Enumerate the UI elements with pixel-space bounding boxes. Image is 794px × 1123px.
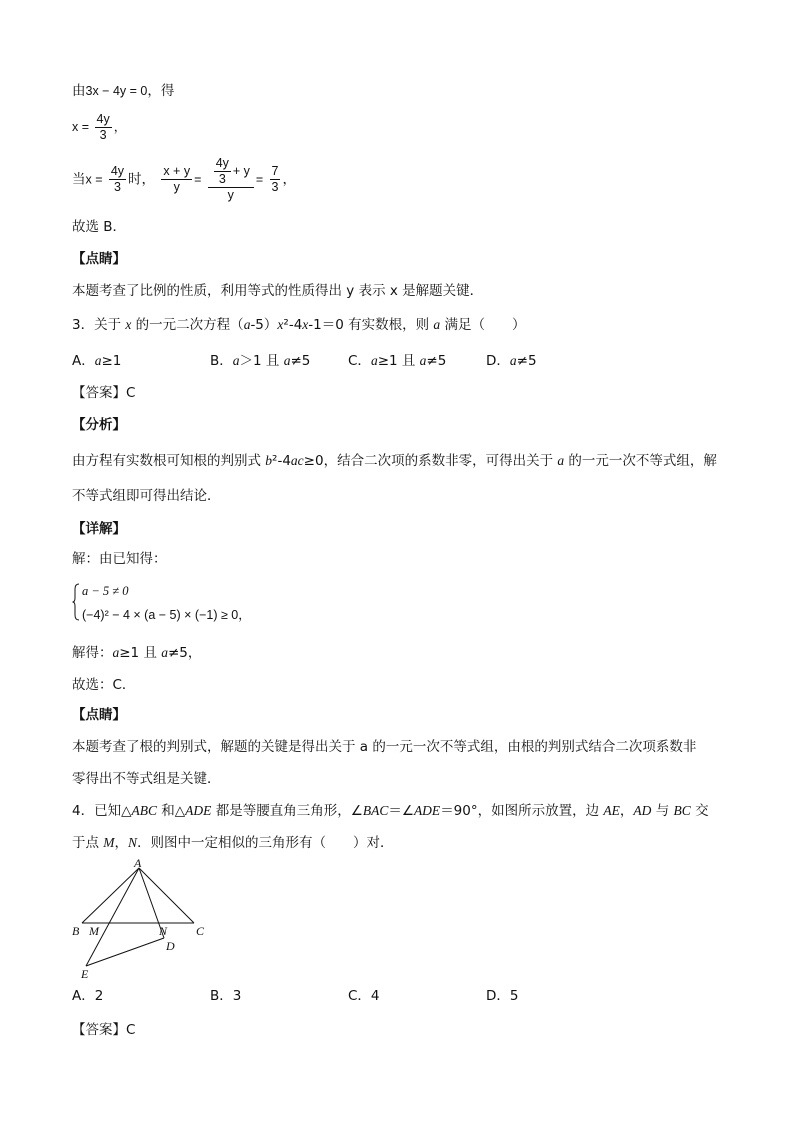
numerator: 4y xyxy=(215,156,229,170)
fraction xyxy=(214,156,231,187)
segment-ed xyxy=(86,938,164,966)
text: AD xyxy=(633,803,652,818)
paragraph: 本题考查了根的判别式，解题的关键是得出关于 a 的一元一次不等式组，由根的判别式结合二次项系数非 xyxy=(72,739,697,755)
label-n: N xyxy=(159,924,168,938)
paragraph xyxy=(72,452,717,470)
text: 由 xyxy=(72,83,86,99)
label-c: C xyxy=(196,924,205,938)
text: 4．已知△ xyxy=(72,803,132,819)
text: -1＝0 有实数根，则 xyxy=(308,317,434,333)
text: N xyxy=(128,835,138,850)
denominator: 3 xyxy=(218,172,226,186)
text: M xyxy=(103,835,115,850)
option-d[interactable] xyxy=(486,352,537,370)
inequality-2 xyxy=(82,606,251,624)
denominator: y xyxy=(227,188,234,202)
text: 都是等腰直角三角形，∠ xyxy=(211,803,363,819)
option-c[interactable] xyxy=(348,352,446,370)
text: ≥1 且 xyxy=(377,353,420,369)
text: 解得： xyxy=(72,645,113,661)
text: a xyxy=(161,645,168,660)
text: ， xyxy=(238,608,251,622)
text: b xyxy=(265,453,273,468)
paragraph: 不等式组即可得出结论． xyxy=(72,488,221,504)
text: x xyxy=(125,317,132,332)
text: ²-4 xyxy=(272,453,291,469)
numerator: 4y xyxy=(96,112,110,126)
answer: 【答案】C xyxy=(72,385,136,401)
option-a[interactable] xyxy=(72,352,121,370)
text: ADE xyxy=(185,803,212,818)
text: A． xyxy=(72,353,95,369)
label-e: E xyxy=(81,967,89,980)
text: x = xyxy=(72,119,90,134)
text: x xyxy=(277,317,284,332)
text: ．则图中一定相似的三角形有（ ）对． xyxy=(137,835,394,851)
text: 由方程有实数根可知根的判别式 xyxy=(72,453,266,469)
denominator: 3 xyxy=(99,128,107,142)
text: ac xyxy=(290,453,304,468)
numerator xyxy=(208,156,254,188)
solution-line-3 xyxy=(72,156,296,203)
text: ADE xyxy=(413,803,441,818)
text: AE xyxy=(603,803,620,818)
text: 时， xyxy=(128,171,156,188)
text: ≥0，结合二次项的系数非零，可得出关于 xyxy=(303,453,558,469)
text: a xyxy=(370,353,378,368)
answer: 【答案】C xyxy=(72,1022,136,1038)
text: ≥1 xyxy=(101,353,122,369)
fraction xyxy=(161,164,192,195)
solution-line-1 xyxy=(72,82,174,100)
fraction xyxy=(109,164,126,195)
text: B． xyxy=(210,353,233,369)
paragraph: 故选：C． xyxy=(72,677,136,693)
option-b[interactable] xyxy=(210,352,310,370)
text: 满足（ ） xyxy=(440,317,526,333)
text: a xyxy=(283,353,291,368)
segment-ae xyxy=(86,868,139,966)
text: BC xyxy=(673,803,691,818)
segment-ac xyxy=(139,868,194,923)
numerator: x + y xyxy=(163,164,191,178)
section-heading: 【详解】 xyxy=(72,521,126,537)
text: = xyxy=(255,172,264,187)
triangle-figure xyxy=(70,855,220,980)
text: a xyxy=(232,353,240,368)
text: a xyxy=(419,353,427,368)
label-d: D xyxy=(166,939,175,953)
text: 3．关于 xyxy=(72,317,126,333)
text: a xyxy=(557,453,565,468)
option-b[interactable]: B．3 xyxy=(210,988,242,1004)
question-4 xyxy=(72,802,709,820)
label-m: M xyxy=(89,924,99,938)
text: 交 xyxy=(690,803,709,819)
text: ≠5 xyxy=(290,353,311,369)
question-3 xyxy=(72,316,525,334)
text: ＝90°，如图所示放置，边 xyxy=(440,803,604,819)
equation: 3x − 4y = 0 xyxy=(85,84,148,98)
text: ， xyxy=(113,119,127,134)
text: ≠5 xyxy=(426,353,447,369)
paragraph: 零得出不等式组是关键． xyxy=(72,771,221,787)
text: 和△ xyxy=(156,803,186,819)
text: D． xyxy=(486,353,510,369)
fraction xyxy=(95,112,112,143)
option-c[interactable]: C．4 xyxy=(348,988,380,1004)
text: + y xyxy=(232,163,250,178)
text: 当 xyxy=(72,171,86,188)
denominator: 3 xyxy=(271,180,279,194)
numerator: 4y xyxy=(110,164,125,178)
text: 与 xyxy=(651,803,674,819)
solution-line-4: 故选 B． xyxy=(72,219,127,235)
text: ²-4 xyxy=(283,317,303,333)
text: ， xyxy=(114,835,129,851)
denominator: y xyxy=(173,180,180,194)
text: ＝∠ xyxy=(388,803,414,819)
label-b: B xyxy=(72,924,80,938)
text: 的一元一次不等式组，解 xyxy=(564,453,717,469)
section-heading: 【点睛】 xyxy=(72,707,126,723)
inequality-1 xyxy=(82,582,129,600)
option-d[interactable]: D．5 xyxy=(486,988,519,1004)
text: ， xyxy=(282,171,296,188)
text: a xyxy=(243,317,251,332)
option-a[interactable]: A．2 xyxy=(72,988,104,1004)
text: ABC xyxy=(131,803,157,818)
question-4-cont xyxy=(72,834,394,852)
denominator: 3 xyxy=(113,180,121,194)
text: a − 5 ≠ 0 xyxy=(82,584,129,598)
text: BAC xyxy=(362,803,389,818)
section-heading: 【点睛】 xyxy=(72,251,126,267)
paragraph xyxy=(72,644,201,662)
solution-line-2 xyxy=(72,112,126,143)
paragraph: 解：由已知得： xyxy=(72,551,167,567)
text: ≠5， xyxy=(167,645,202,661)
fraction xyxy=(270,164,281,195)
text: x xyxy=(302,317,309,332)
text: 的一元二次方程（ xyxy=(131,317,244,333)
text: -5） xyxy=(250,317,278,333)
text: a xyxy=(112,645,120,660)
brace-icon xyxy=(72,583,80,621)
text: a xyxy=(94,353,102,368)
compound-fraction xyxy=(208,156,254,203)
text: ≠5 xyxy=(516,353,537,369)
text: C． xyxy=(348,353,371,369)
text: ，得 xyxy=(147,83,175,99)
text: = xyxy=(194,172,202,187)
text: ， xyxy=(619,803,634,819)
text: ≥1 且 xyxy=(119,645,162,661)
text: a xyxy=(433,317,441,332)
paragraph: 本题考查了比例的性质，利用等式的性质得出 y 表示 x 是解题关键． xyxy=(72,283,484,299)
segment-ab xyxy=(82,868,139,923)
label-a: A xyxy=(134,856,142,870)
text: a xyxy=(509,353,517,368)
text: (−4)² − 4 × (a − 5) × (−1) ≥ 0 xyxy=(82,608,239,622)
text: 于点 xyxy=(72,835,104,851)
text: ＞1 且 xyxy=(239,353,284,369)
numerator: 7 xyxy=(271,164,279,178)
section-heading: 【分析】 xyxy=(72,417,126,433)
text: x = xyxy=(85,172,103,187)
